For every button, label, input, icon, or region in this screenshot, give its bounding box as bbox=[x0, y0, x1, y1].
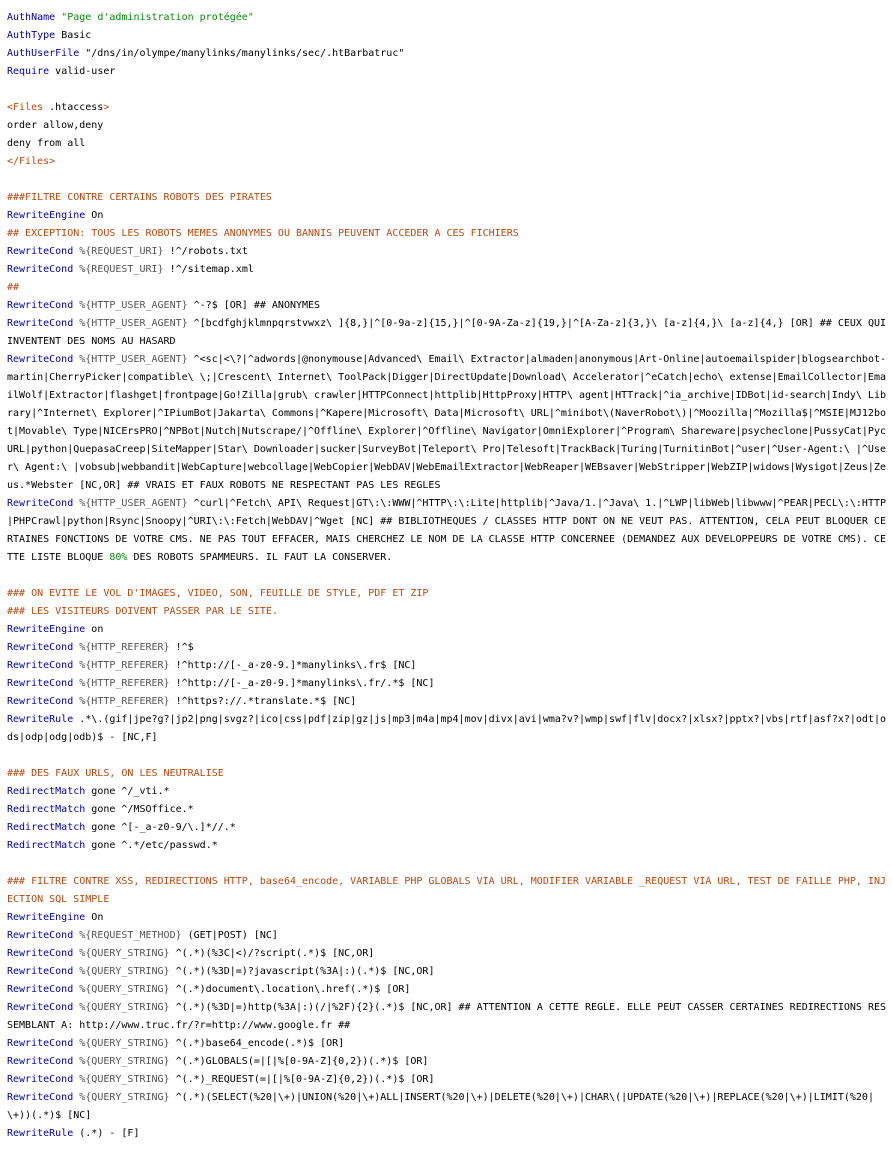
code-token: RedirectMatch bbox=[7, 786, 86, 797]
code-token: ^-?$ [OR] ## ANONYMES bbox=[187, 300, 321, 311]
code-token: ^(.*)(SELECT(%20|\+)|UNION(%20|\+)ALL|INSERT(%20|\+)|DELETE(%20|\+)|CHAR\(|UPDATE(%20|\+)|REPLACE(%20|\+)|LIMIT(%20|\+))(.*)$ [NC] bbox=[7, 1092, 874, 1121]
code-token: !^http://[-_a-z0-9.]*manylinks\.fr/.*$ [NC] bbox=[169, 678, 435, 689]
code-line bbox=[7, 225, 887, 243]
code-line bbox=[7, 963, 887, 981]
code-line bbox=[7, 1089, 887, 1125]
code-token: (GET|POST) [NC] bbox=[181, 930, 278, 941]
code-token: ### ON EVITE LE VOL D'IMAGES, VIDEO, SON, FEUILLE DE STYLE, PDF ET ZIP bbox=[7, 588, 429, 599]
code-token: Require bbox=[7, 66, 50, 77]
code-token: RewriteCond bbox=[7, 678, 74, 689]
code-line bbox=[7, 657, 887, 675]
code-line bbox=[7, 999, 887, 1035]
code-token: %{HTTP_REFERER} bbox=[73, 696, 170, 707]
code-token: RewriteCond bbox=[7, 948, 74, 959]
code-token: %{HTTP_REFERER} bbox=[73, 642, 170, 653]
code-line bbox=[7, 819, 887, 837]
code-token: %{HTTP_REFERER} bbox=[73, 660, 170, 671]
code-token: RewriteCond bbox=[7, 300, 74, 311]
code-token: RewriteRule bbox=[7, 1128, 74, 1139]
code-token: RewriteCond bbox=[7, 1038, 74, 1049]
code-line bbox=[7, 909, 887, 927]
code-line bbox=[7, 603, 887, 621]
code-line bbox=[7, 873, 887, 909]
code-token: ### DES FAUX URLS, ON LES NEUTRALISE bbox=[7, 768, 224, 779]
code-token: %{QUERY_STRING} bbox=[73, 1038, 170, 1049]
code-line bbox=[7, 27, 887, 45]
code-token: RewriteCond bbox=[7, 696, 74, 707]
code-token: ### LES VISITEURS DOIVENT PASSER PAR LE SITE. bbox=[7, 606, 278, 617]
code-line bbox=[7, 927, 887, 945]
code-line bbox=[7, 639, 887, 657]
code-token: ^(.*)(%3C|<)/?script(.*)$ [NC,OR] bbox=[169, 948, 375, 959]
code-line bbox=[7, 117, 887, 135]
code-token: ^(.*)(%3D|=)http(%3A|:)(/|%2F){2}(.*)$ [NC,OR] ## ATTENTION A CETTE REGLE. ELLE PEUT CASSER CERTAINES REDIRECTIONS RESSEMBLANT A: http://www.truc.fr/?r=http://www.google.fr ## bbox=[7, 1002, 887, 1031]
code-token: </Files> bbox=[7, 156, 56, 167]
code-token: %{QUERY_STRING} bbox=[73, 966, 170, 977]
code-token: .*\.(gif|jpe?g?|jp2|png|svgz?|ico|css|pdf|zip|gz|js|mp3|m4a|mp4|mov|divx|avi|wma?v?|wmp|swf|flv|docx?|xlsx?|pptx?|vbs|rtf|asf?x?|odt|ods|odp|odg|odb)$ - [NC,F] bbox=[7, 714, 887, 743]
code-token: (.*) - [F] bbox=[73, 1128, 140, 1139]
code-line bbox=[7, 585, 887, 603]
code-token: AuthName bbox=[7, 12, 56, 23]
code-token: !^/sitemap.xml bbox=[163, 264, 254, 275]
code-line bbox=[7, 1035, 887, 1053]
code-token: RewriteCond bbox=[7, 660, 74, 671]
code-token: ^(.*)document\.location\.href(.*)$ [OR] bbox=[169, 984, 411, 995]
code-token: 80% bbox=[109, 552, 128, 563]
code-token: %{HTTP_USER_AGENT} bbox=[73, 498, 188, 509]
code-line bbox=[7, 711, 887, 747]
code-token: RedirectMatch bbox=[7, 804, 86, 815]
code-token: RewriteCond bbox=[7, 264, 74, 275]
code-token: gone ^/MSOffice.* bbox=[85, 804, 194, 815]
code-line bbox=[7, 675, 887, 693]
code-line bbox=[7, 837, 887, 855]
code-token: %{QUERY_STRING} bbox=[73, 1002, 170, 1013]
code-token: RewriteCond bbox=[7, 930, 74, 941]
code-line bbox=[7, 9, 887, 27]
code-token: RewriteCond bbox=[7, 966, 74, 977]
code-line bbox=[7, 243, 887, 261]
code-token: RewriteCond bbox=[7, 498, 74, 509]
code-token: AuthUserFile bbox=[7, 48, 80, 59]
code-line bbox=[7, 63, 887, 81]
code-token: On bbox=[85, 912, 104, 923]
code-line bbox=[7, 765, 887, 783]
code-token: RewriteEngine bbox=[7, 210, 86, 221]
code-line bbox=[7, 207, 887, 225]
code-token: !^$ bbox=[169, 642, 194, 653]
code-line bbox=[7, 945, 887, 963]
code-token: Basic bbox=[55, 30, 92, 41]
code-token: <Files bbox=[7, 102, 44, 113]
code-token: "Page d'administration protégée" bbox=[55, 12, 254, 23]
code-token: %{REQUEST_URI} bbox=[73, 264, 164, 275]
code-token: %{REQUEST_URI} bbox=[73, 246, 164, 257]
code-token: %{HTTP_USER_AGENT} bbox=[73, 300, 188, 311]
code-line bbox=[7, 1053, 887, 1071]
code-line bbox=[7, 693, 887, 711]
code-token: ###FILTRE CONTRE CERTAINS ROBOTS DES PIRATES bbox=[7, 192, 272, 203]
code-token: RedirectMatch bbox=[7, 822, 86, 833]
code-line bbox=[7, 135, 887, 153]
code-token: !^http://[-_a-z0-9.]*manylinks\.fr$ [NC] bbox=[169, 660, 417, 671]
code-token: ^<sc|<\?|^adwords|@nonymouse|Advanced\ Email\ Extractor|almaden|anonymous|Art-Online|autoemailspider|blogsearchbot-martin|CherryPicker|compatible\ \;|Crescent\ Internet\ ToolPack|Digger|DirectUpdate|Download\ Accelerator|^eCatch|echo\ extense|EmailCollector|EmailWolf|Extractor|flashget|frontpage|Go!Zilla|grub\ crawler|HTTPConnect|httplib|HttpProxy|HTTP\ agent|HTTrack|^ia_archive|IDBot|id-search|Indy\ Library|^Internet\ Explorer|^IPiumBot|Jakarta\ Commons|^Kapere|Microsoft\ Data|Microsoft\ URL|^minibot\(NaverRobot\)|^Moozilla|^Mozilla$|^MSIE|MJ12bot|Movable\ Type|NICErsPRO|^NPBot|Nutch|Nutscrape/|^Offline\ Explorer|^Offline\ Navigator|OmniExplorer|^Program\ Shareware|psycheclone|PussyCat|PycURL|python|QuepasaCreep|SiteMapper|Star\ Downloader|sucker|SurveyBot|Teleport\ Pro|Telesoft|TrackBack|Turing|TurnitinBot|^user|^User-Agent:\ |^User\ Agent:\ |vobsub|webbandit|WebCapture|webcollage|WebCopier|WebDAV|WebEmailExtractor|WebReaper|WEBsaver|WebStripper|WebZIP|widows|Wysigot|Zeus|Zeus.*Webster [NC,OR] ## VRAIS ET FAUX ROBOTS NE RESPECTANT PAS LES REGLES bbox=[7, 354, 887, 491]
code-token: RewriteCond bbox=[7, 1056, 74, 1067]
code-token: On bbox=[85, 210, 104, 221]
code-line bbox=[7, 801, 887, 819]
code-token: gone ^.*/etc/passwd.* bbox=[85, 840, 218, 851]
code-token: !^https?://.*translate.*$ [NC] bbox=[169, 696, 357, 707]
code-token: RewriteCond bbox=[7, 354, 74, 365]
code-line bbox=[7, 1071, 887, 1089]
code-token: .htaccess bbox=[43, 102, 104, 113]
code-token: RewriteCond bbox=[7, 1092, 74, 1103]
code-token: ## EXCEPTION: TOUS LES ROBOTS MEMES ANONYMES OU BANNIS PEUVENT ACCEDER A CES FICHIERS bbox=[7, 228, 519, 239]
code-token: %{QUERY_STRING} bbox=[73, 984, 170, 995]
code-token: on bbox=[85, 624, 104, 635]
code-line bbox=[7, 495, 887, 567]
code-line bbox=[7, 99, 887, 117]
code-line bbox=[7, 351, 887, 495]
code-line bbox=[7, 171, 887, 189]
code-token: %{QUERY_STRING} bbox=[73, 1074, 170, 1085]
code-token: order allow,deny bbox=[7, 120, 104, 131]
code-token: "/dns/in/olympe/manylinks/manylinks/sec/.htBarbatruc" bbox=[79, 48, 405, 59]
code-token: deny from all bbox=[7, 138, 86, 149]
code-line bbox=[7, 315, 892, 351]
code-token: %{QUERY_STRING} bbox=[73, 1092, 170, 1103]
code-token: RewriteCond bbox=[7, 246, 74, 257]
code-token: RewriteCond bbox=[7, 642, 74, 653]
code-token: %{QUERY_STRING} bbox=[73, 948, 170, 959]
code-token: ^curl|^Fetch\ API\ Request|GT\:\:WWW|^HTTP\:\:Lite|httplib|^Java/1.|^Java\ 1.|^LWP|libWeb|libwww|^PEAR|PECL\:\:HTTP|PHPCrawl|python|Rsync|Snoopy|^URI\:\:Fetch|WebDAV|^Wget [NC] ## BIBLIOTHEQUES / CLASSES HTTP DONT ON NE VEUT PAS. ATTENTION, CELA PEUT BLOQUER CERTAINES FONCTIONS DE VOTRE CMS. NE PAS TOUT EFFACER, MAIS CHERCHEZ LE NOM DE LA CLASSE HTTP CONCERNEE (DEMANDEZ AUX DEVELOPPEURS DE VOTRE CMS). CETTE LISTE BLOQUE bbox=[7, 498, 887, 563]
code-token: RewriteCond bbox=[7, 1074, 74, 1085]
code-line bbox=[7, 189, 887, 207]
code-line bbox=[7, 567, 887, 585]
code-line bbox=[7, 783, 887, 801]
code-token: ^(.*)(%3D|=)?javascript(%3A|:)(.*)$ [NC,OR] bbox=[169, 966, 435, 977]
code-token: AuthType bbox=[7, 30, 56, 41]
code-token: ### FILTRE CONTRE XSS, REDIRECTIONS HTTP, base64_encode, VARIABLE PHP GLOBALS VIA URL, MODIFIER VARIABLE _REQUEST VIA URL, TEST DE FAILLE PHP, INJECTION SQL SIMPLE bbox=[7, 876, 886, 905]
code-token: %{QUERY_STRING} bbox=[73, 1056, 170, 1067]
code-token: RewriteCond bbox=[7, 984, 74, 995]
code-token: DES ROBOTS SPAMMEURS. IL FAUT LA CONSERVER. bbox=[127, 552, 393, 563]
code-token: gone ^/_vti.* bbox=[85, 786, 170, 797]
code-token: > bbox=[103, 102, 110, 113]
code-token: RewriteCond bbox=[7, 1002, 74, 1013]
code-line bbox=[7, 279, 887, 297]
code-token: %{REQUEST_METHOD} bbox=[73, 930, 182, 941]
code-token: %{HTTP_REFERER} bbox=[73, 678, 170, 689]
code-token: ^(.*)base64_encode(.*)$ [OR] bbox=[169, 1038, 345, 1049]
code-token: ^[bcdfghjklmnpqrstvwxz\ ]{8,}|^[0-9a-z]{15,}|^[0-9A-Za-z]{19,}|^[A-Za-z]{3,}\ [a-z]{4,}\ [a-z]{4,} [OR] ## CEUX QUI INVENTENT DES NOMS AU HASARD bbox=[7, 318, 892, 347]
code-token: !^/robots.txt bbox=[163, 246, 248, 257]
code-token: RewriteCond bbox=[7, 318, 74, 329]
code-line bbox=[7, 261, 887, 279]
code-line bbox=[7, 621, 887, 639]
code-token: ## bbox=[7, 282, 20, 293]
code-token: gone ^[-_a-z0-9/\.]*//.* bbox=[85, 822, 236, 833]
code-token: ^(.*)GLOBALS(=|[|%[0-9A-Z]{0,2})(.*)$ [OR] bbox=[169, 1056, 429, 1067]
code-line bbox=[7, 747, 887, 765]
code-token: valid-user bbox=[49, 66, 116, 77]
htaccess-code-view bbox=[7, 9, 892, 1143]
code-line bbox=[7, 297, 887, 315]
code-line bbox=[7, 45, 887, 63]
code-token: RewriteEngine bbox=[7, 912, 86, 923]
code-token: %{HTTP_USER_AGENT} bbox=[73, 354, 188, 365]
code-token: RedirectMatch bbox=[7, 840, 86, 851]
code-token: RewriteEngine bbox=[7, 624, 86, 635]
code-token: RewriteRule bbox=[7, 714, 74, 725]
code-token: %{HTTP_USER_AGENT} bbox=[73, 318, 188, 329]
code-line bbox=[7, 81, 887, 99]
code-line bbox=[7, 981, 887, 999]
code-token: ^(.*)_REQUEST(=|[|%[0-9A-Z]{0,2})(.*)$ [OR] bbox=[169, 1074, 435, 1085]
code-line bbox=[7, 855, 887, 873]
code-line bbox=[7, 1125, 887, 1143]
code-line bbox=[7, 153, 887, 171]
